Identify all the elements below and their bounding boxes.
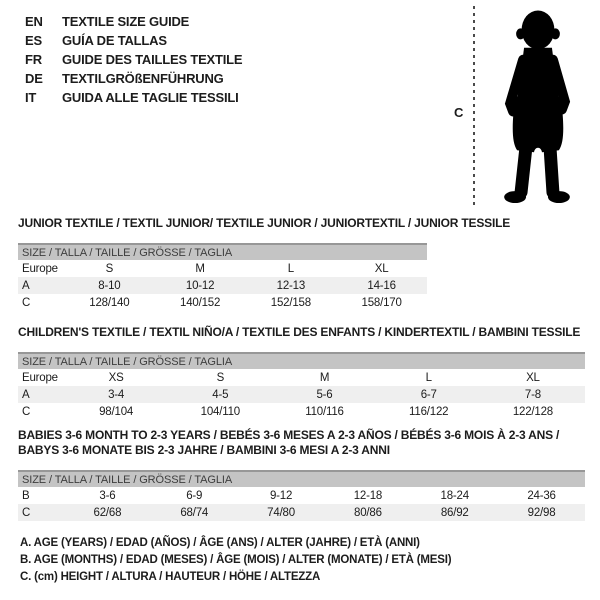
table-row <box>18 487 585 504</box>
row-label: B <box>22 489 30 502</box>
legend-line: C. (cm) HEIGHT / ALTURA / HAUTEUR / HÖHE / ALTEZZA <box>20 571 321 583</box>
size-value: 5-6 <box>316 388 333 401</box>
size-value: 6-9 <box>186 489 203 502</box>
size-header-bar: SIZE / TALLA / TAILLE / GRÖSSE / TAGLIA <box>18 243 427 260</box>
size-value: 12-18 <box>353 489 383 502</box>
language-guide-row <box>25 50 242 69</box>
size-value: 7-8 <box>524 388 541 401</box>
guide-title: TEXTILGRÖßENFÜHRUNG <box>62 71 224 86</box>
size-section-babies <box>18 428 585 521</box>
language-code: DE <box>25 71 43 86</box>
size-section-junior <box>18 216 510 311</box>
size-value: 6-7 <box>420 388 437 401</box>
legend-line: B. AGE (MONTHS) / EDAD (MESES) / ÂGE (MOIS) / ALTER (MONATE) / ETÀ (MESI) <box>20 554 452 566</box>
size-header-bar: SIZE / TALLA / TAILLE / GRÖSSE / TAGLIA <box>18 352 585 369</box>
table-row <box>18 294 427 311</box>
size-value: XS <box>108 371 124 384</box>
language-guide-row <box>25 88 242 107</box>
guide-title: GUIDA ALLE TAGLIE TESSILI <box>62 90 239 105</box>
language-guide-row <box>25 31 242 50</box>
table-row <box>18 277 427 294</box>
table-row <box>18 260 427 277</box>
size-table <box>18 352 585 420</box>
section-title: CHILDREN'S TEXTILE / TEXTIL NIÑO/A / TEXTILE DES ENFANTS / KINDERTEXTIL / BAMBINI TESSILE <box>18 325 581 339</box>
row-label: Europe <box>22 262 58 275</box>
measure-legend <box>20 535 451 586</box>
table-row <box>18 504 585 521</box>
row-label: Europe <box>22 371 58 384</box>
size-value: 152/158 <box>270 296 311 309</box>
size-value: 3-4 <box>108 388 125 401</box>
size-value: M <box>195 262 205 275</box>
guide-title: GUÍA DE TALLAS <box>62 33 167 48</box>
size-value: 62/68 <box>93 506 122 519</box>
toddler-silhouette-icon <box>487 5 589 214</box>
size-value: 14-16 <box>367 279 396 292</box>
language-code: FR <box>25 52 42 67</box>
table-row <box>18 369 585 386</box>
size-value: XL <box>526 371 540 384</box>
language-code: EN <box>25 14 43 29</box>
guide-title: TEXTILE SIZE GUIDE <box>62 14 190 29</box>
size-value: 3-6 <box>99 489 116 502</box>
size-value: 158/170 <box>361 296 402 309</box>
size-value: M <box>319 371 330 384</box>
size-value: L <box>425 371 432 384</box>
height-measure-label: C <box>454 105 464 120</box>
size-value: 86/92 <box>440 506 469 519</box>
size-table <box>18 470 585 521</box>
size-value: 18-24 <box>440 489 469 502</box>
size-value: 4-5 <box>212 388 229 401</box>
language-code: ES <box>25 33 42 48</box>
row-label: A <box>22 279 30 292</box>
size-value: 92/98 <box>527 506 556 519</box>
size-value: 24-36 <box>527 489 556 502</box>
size-section-children <box>18 325 585 420</box>
size-table <box>18 243 427 311</box>
row-label: C <box>22 296 31 309</box>
row-label: C <box>22 506 31 519</box>
size-value: S <box>105 262 114 275</box>
size-value: 8-10 <box>98 279 121 292</box>
size-value: 98/104 <box>99 405 134 418</box>
size-value: 80/86 <box>354 506 382 519</box>
language-code: IT <box>25 90 37 105</box>
section-title: BABIES 3-6 MONTH TO 2-3 YEARS / BEBÉS 3-6 MESES A 2-3 AÑOS / BÉBÉS 3-6 MOIS À 2-3 ANS / <box>18 428 560 442</box>
row-label: C <box>22 405 31 418</box>
size-value: 68/74 <box>180 506 209 519</box>
size-value: 10-12 <box>185 279 215 292</box>
row-label: A <box>22 388 30 401</box>
section-title: BABYS 3-6 MONATE BIS 2-3 JAHRE / BAMBINI 3-6 MESI A 2-3 ANNI <box>18 443 390 457</box>
language-guide <box>25 12 242 107</box>
size-value: L <box>287 262 294 275</box>
size-header-bar: SIZE / TALLA / TAILLE / GRÖSSE / TAGLIA <box>18 470 585 487</box>
language-guide-row <box>25 12 242 31</box>
size-value: S <box>216 371 225 384</box>
legend-line: A. AGE (YEARS) / EDAD (AÑOS) / ÂGE (ANS) / ALTER (JAHRE) / ETÀ (ANNI) <box>20 537 420 549</box>
table-row <box>18 386 585 403</box>
size-value: 140/152 <box>180 296 221 309</box>
size-value: 110/116 <box>305 405 344 418</box>
size-value: 122/128 <box>512 405 553 418</box>
height-measure-line <box>473 6 475 209</box>
size-value: 104/110 <box>200 405 240 418</box>
size-value: 128/140 <box>89 296 130 309</box>
section-title: JUNIOR TEXTILE / TEXTIL JUNIOR/ TEXTILE JUNIOR / JUNIORTEXTIL / JUNIOR TESSILE <box>18 216 511 230</box>
size-value: 9-12 <box>269 489 293 502</box>
table-row <box>18 403 585 420</box>
guide-title: GUIDE DES TAILLES TEXTILE <box>62 52 243 67</box>
size-value: 74/80 <box>267 506 295 519</box>
size-value: 12-13 <box>276 279 306 292</box>
size-value: XL <box>374 262 389 275</box>
size-value: 116/122 <box>409 405 449 418</box>
language-guide-row <box>25 69 242 88</box>
